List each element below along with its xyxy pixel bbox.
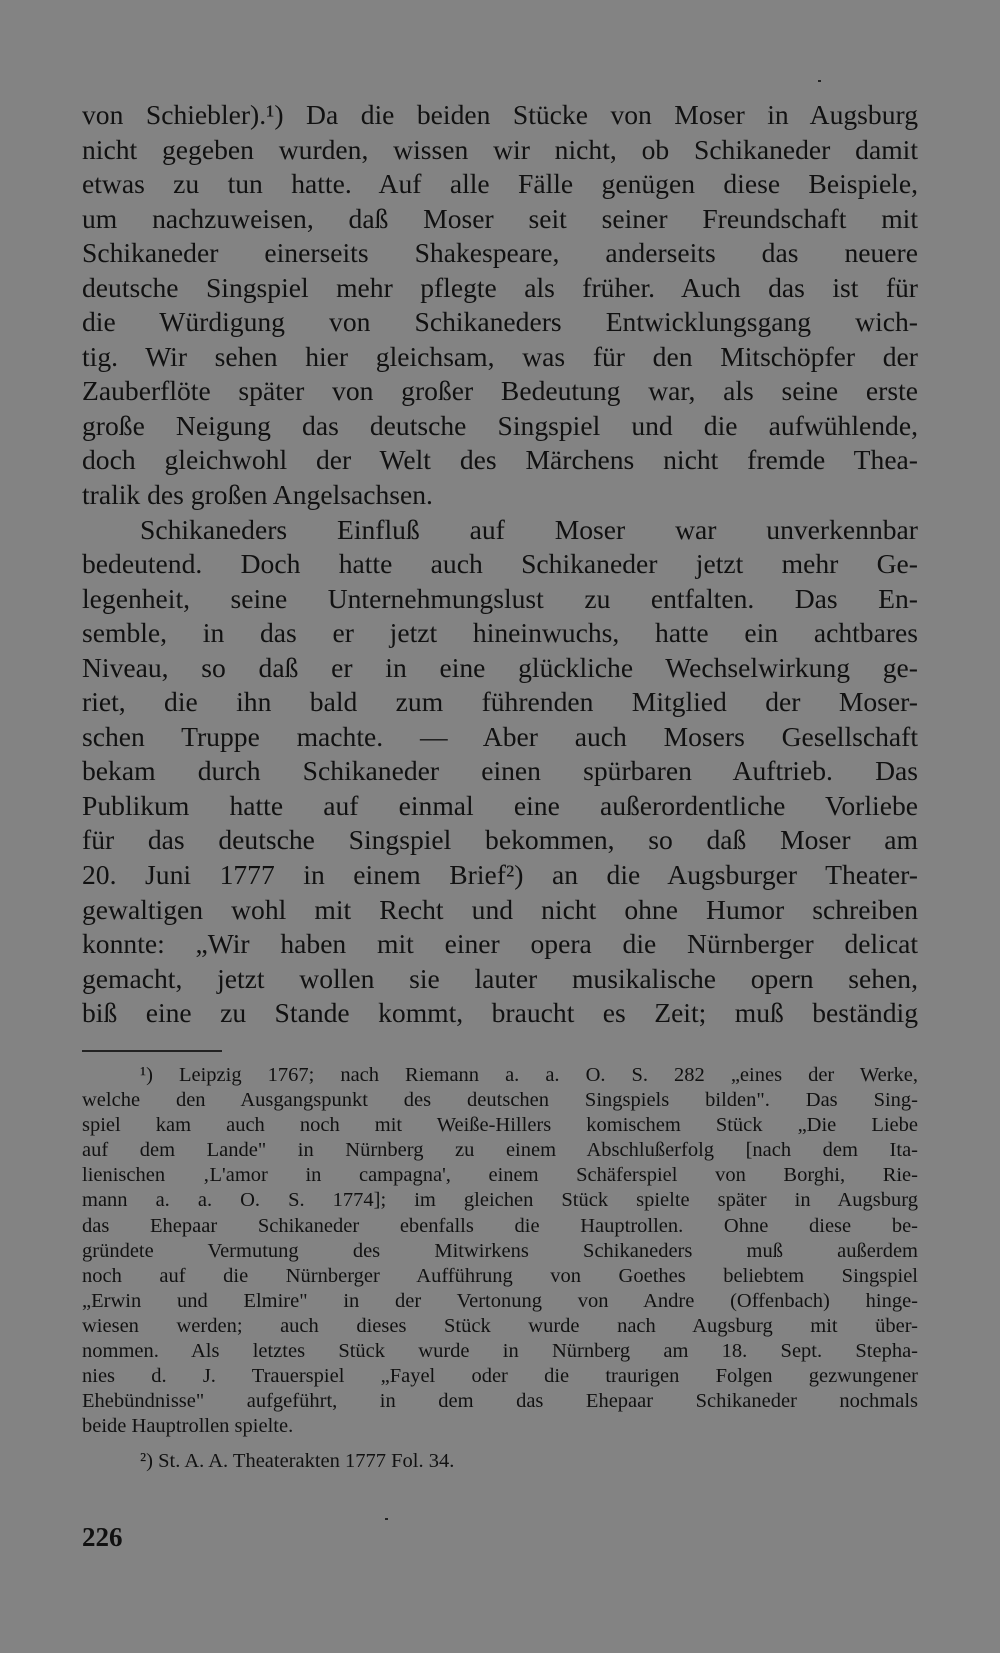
footnote-line: Ehebündnisse" aufgeführt, in dem das Ehepaar Schikaneder nochmals bbox=[82, 1390, 918, 1413]
footnote-divider bbox=[82, 1050, 222, 1052]
footnote-2 bbox=[82, 1449, 918, 1474]
footnote-1 bbox=[82, 1063, 918, 1439]
text-line: Schikaneder einerseits Shakespeare, anderseits das neuere bbox=[82, 237, 918, 269]
footnote-line: gründete Vermutung des Mitwirkens Schikaneders muß außerdem bbox=[82, 1239, 918, 1262]
footnote-line: ¹) Leipzig 1767; nach Riemann a. a. O. S. 282 „eines der Werke, bbox=[140, 1064, 918, 1086]
print-speck bbox=[385, 1518, 388, 1520]
footnote-line: wiesen werden; auch dieses Stück wurde nach Augsburg mit über- bbox=[82, 1314, 918, 1337]
footnote-line: nies d. J. Trauerspiel „Fayel oder die traurigen Folgen gezwungener bbox=[82, 1365, 918, 1388]
text-line: die Würdigung von Schikaneders Entwicklungsgang wich- bbox=[82, 306, 918, 338]
text-line: von Schiebler).¹) Da die beiden Stücke von Moser in Augsburg bbox=[82, 99, 918, 130]
text-line: tig. Wir sehen hier gleichsam, was für den Mitschöpfer der bbox=[82, 340, 918, 372]
footnote-line: ²) St. A. A. Theaterakten 1777 Fol. 34. bbox=[140, 1450, 455, 1473]
text-line: schen Truppe machte. — Aber auch Mosers Gesellschaft bbox=[82, 720, 918, 752]
text-line: legenheit, seine Unternehmungslust zu entfalten. Das En- bbox=[82, 582, 918, 614]
text-line: tralik des großen Angelsachsen. bbox=[82, 479, 433, 511]
text-line: konnte: „Wir haben mit einer opera die Nürnberger delicat bbox=[82, 928, 918, 960]
text-line: etwas zu tun hatte. Auf alle Fälle genügen diese Beispiele, bbox=[82, 168, 918, 200]
text-line: gemacht, jetzt wollen sie lauter musikalische opern sehen, bbox=[82, 962, 918, 994]
footnote-line: „Erwin und Elmire" in der Vertonung von Andre (Offenbach) hinge- bbox=[82, 1289, 918, 1312]
text-line: doch gleichwohl der Welt des Märchens nicht fremde Thea- bbox=[82, 444, 918, 476]
text-line: biß eine zu Stande kommt, braucht es Zeit; muß beständig bbox=[82, 997, 918, 1029]
text-line: große Neigung das deutsche Singspiel und die aufwühlende, bbox=[82, 409, 918, 441]
text-line: bekam durch Schikaneder einen spürbaren Auftrieb. Das bbox=[82, 755, 918, 787]
text-line: semble, in das er jetzt hineinwuchs, hatte ein achtbares bbox=[82, 617, 918, 649]
main-text bbox=[82, 98, 918, 1031]
text-line: deutsche Singspiel mehr pflegte als früher. Auch das ist für bbox=[82, 271, 918, 303]
text-line: nicht gegeben wurden, wissen wir nicht, ob Schikaneder damit bbox=[82, 133, 918, 165]
text-line: Publikum hatte auf einmal eine außerordentliche Vorliebe bbox=[82, 789, 918, 821]
footnote-line: nommen. Als letztes Stück wurde in Nürnberg am 18. Sept. Stepha- bbox=[82, 1340, 918, 1363]
print-speck bbox=[818, 80, 821, 82]
text-line: 20. Juni 1777 in einem Brief²) an die Augsburger Theater- bbox=[82, 859, 918, 891]
footnote-line: das Ehepaar Schikaneder ebenfalls die Hauptrollen. Ohne diese be- bbox=[82, 1214, 918, 1237]
text-line: bedeutend. Doch hatte auch Schikaneder jetzt mehr Ge- bbox=[82, 548, 918, 580]
footnote-line: welche den Ausgangspunkt des deutschen Singspiels bilden". Das Sing- bbox=[82, 1089, 918, 1112]
footnote-line: beide Hauptrollen spielte. bbox=[82, 1415, 294, 1438]
text-line: Schikaneders Einfluß auf Moser war unverkennbar bbox=[140, 513, 918, 545]
text-line: gewaltigen wohl mit Recht und nicht ohne Humor schreiben bbox=[82, 893, 918, 925]
footnote-line: mann a. a. O. S. 1774]; im gleichen Stück spielte später in Augsburg bbox=[82, 1189, 918, 1212]
text-line: Zauberflöte später von großer Bedeutung war, als seine erste bbox=[82, 375, 918, 407]
footnotes bbox=[82, 1063, 918, 1475]
page-body bbox=[82, 98, 918, 1031]
text-line: um nachzuweisen, daß Moser seit seiner Freundschaft mit bbox=[82, 202, 918, 234]
text-line: riet, die ihn bald zum führenden Mitglied der Moser- bbox=[82, 686, 918, 718]
text-line: für das deutsche Singspiel bekommen, so daß Moser am bbox=[82, 824, 918, 856]
footnote-line: lienischen ‚L'amor in campagna', einem Schäferspiel von Borghi, Rie- bbox=[82, 1164, 918, 1187]
text-line: Niveau, so daß er in eine glückliche Wechselwirkung ge- bbox=[82, 651, 918, 683]
footnote-line: spiel kam auch noch mit Weiße-Hillers komischem Stück „Die Liebe bbox=[82, 1114, 918, 1137]
footnote-line: auf dem Lande" in Nürnberg zu einem Abschlußerfolg [nach dem Ita- bbox=[82, 1139, 918, 1162]
page-number: 226 bbox=[82, 1522, 123, 1552]
footnote-line: noch auf die Nürnberger Aufführung von Goethes beliebtem Singspiel bbox=[82, 1264, 918, 1287]
